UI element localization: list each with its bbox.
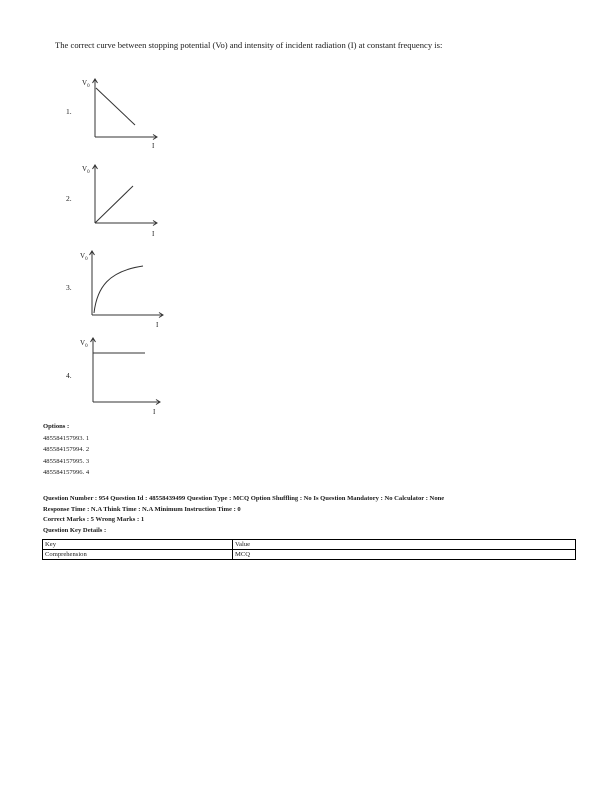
graph-option-3 — [75, 247, 170, 332]
option-item: 485584157993. 1 — [43, 434, 90, 442]
option-item: 485584157996. 4 — [43, 469, 90, 476]
table-cell-key: Comprehension — [43, 550, 233, 560]
table-header-value: Value — [233, 540, 576, 550]
curve-increasing — [95, 186, 133, 223]
table-header-row — [43, 540, 576, 550]
meta-line-marks: Correct Marks : 5 Wrong Marks : 1 — [43, 516, 145, 523]
meta-line-ids: Question Number : 954 Question Id : 48558439499 Question Type : MCQ Option Shuffling : No Is Question Mandatory : No Calculator : None — [43, 495, 445, 502]
graph-option-2-svg — [75, 161, 165, 241]
x-axis-label: I — [153, 408, 156, 416]
graph-option-3-svg — [75, 247, 170, 332]
y-axis-label: $V_0$ — [82, 79, 90, 89]
options-title: Options : — [43, 423, 70, 430]
option-number: 3. — [66, 283, 72, 292]
table-row — [43, 550, 576, 560]
y-axis-label: $V_0$ — [80, 339, 88, 349]
graph-option-1-svg — [75, 75, 165, 150]
meta-line-times: Response Time : N.A Think Time : N.A Minimum Instruction Time : 0 — [43, 505, 241, 513]
curve-decreasing — [96, 88, 135, 125]
question-meta — [43, 494, 583, 536]
graph-option-4 — [75, 334, 170, 419]
option-item: 485584157994. 2 — [43, 446, 90, 453]
graph-option-2 — [75, 161, 165, 241]
x-axis-label: I — [152, 230, 155, 238]
key-details-table — [42, 539, 576, 560]
meta-line-key-details: Question Key Details : — [43, 526, 107, 534]
question-text: The correct curve between stopping potential (Vo) and intensity of incident radiation (I) at constant frequency is: — [55, 40, 443, 50]
option-number: 1. — [66, 107, 72, 116]
option-item: 485584157995. 3 — [43, 457, 90, 465]
option-number: 2. — [66, 194, 72, 203]
y-axis-label: $V_0$ — [82, 165, 90, 175]
table-header-key: Key — [43, 540, 233, 550]
graph-option-1 — [75, 75, 165, 150]
graph-option-4-svg — [75, 334, 170, 419]
options-block — [43, 421, 89, 479]
y-axis-label: $V_0$ — [80, 252, 88, 262]
curve-saturating — [94, 266, 143, 313]
x-axis-label: I — [156, 321, 159, 329]
table-cell-value: MCQ — [233, 550, 576, 560]
x-axis-label: I — [152, 142, 155, 150]
option-number: 4. — [66, 371, 72, 380]
